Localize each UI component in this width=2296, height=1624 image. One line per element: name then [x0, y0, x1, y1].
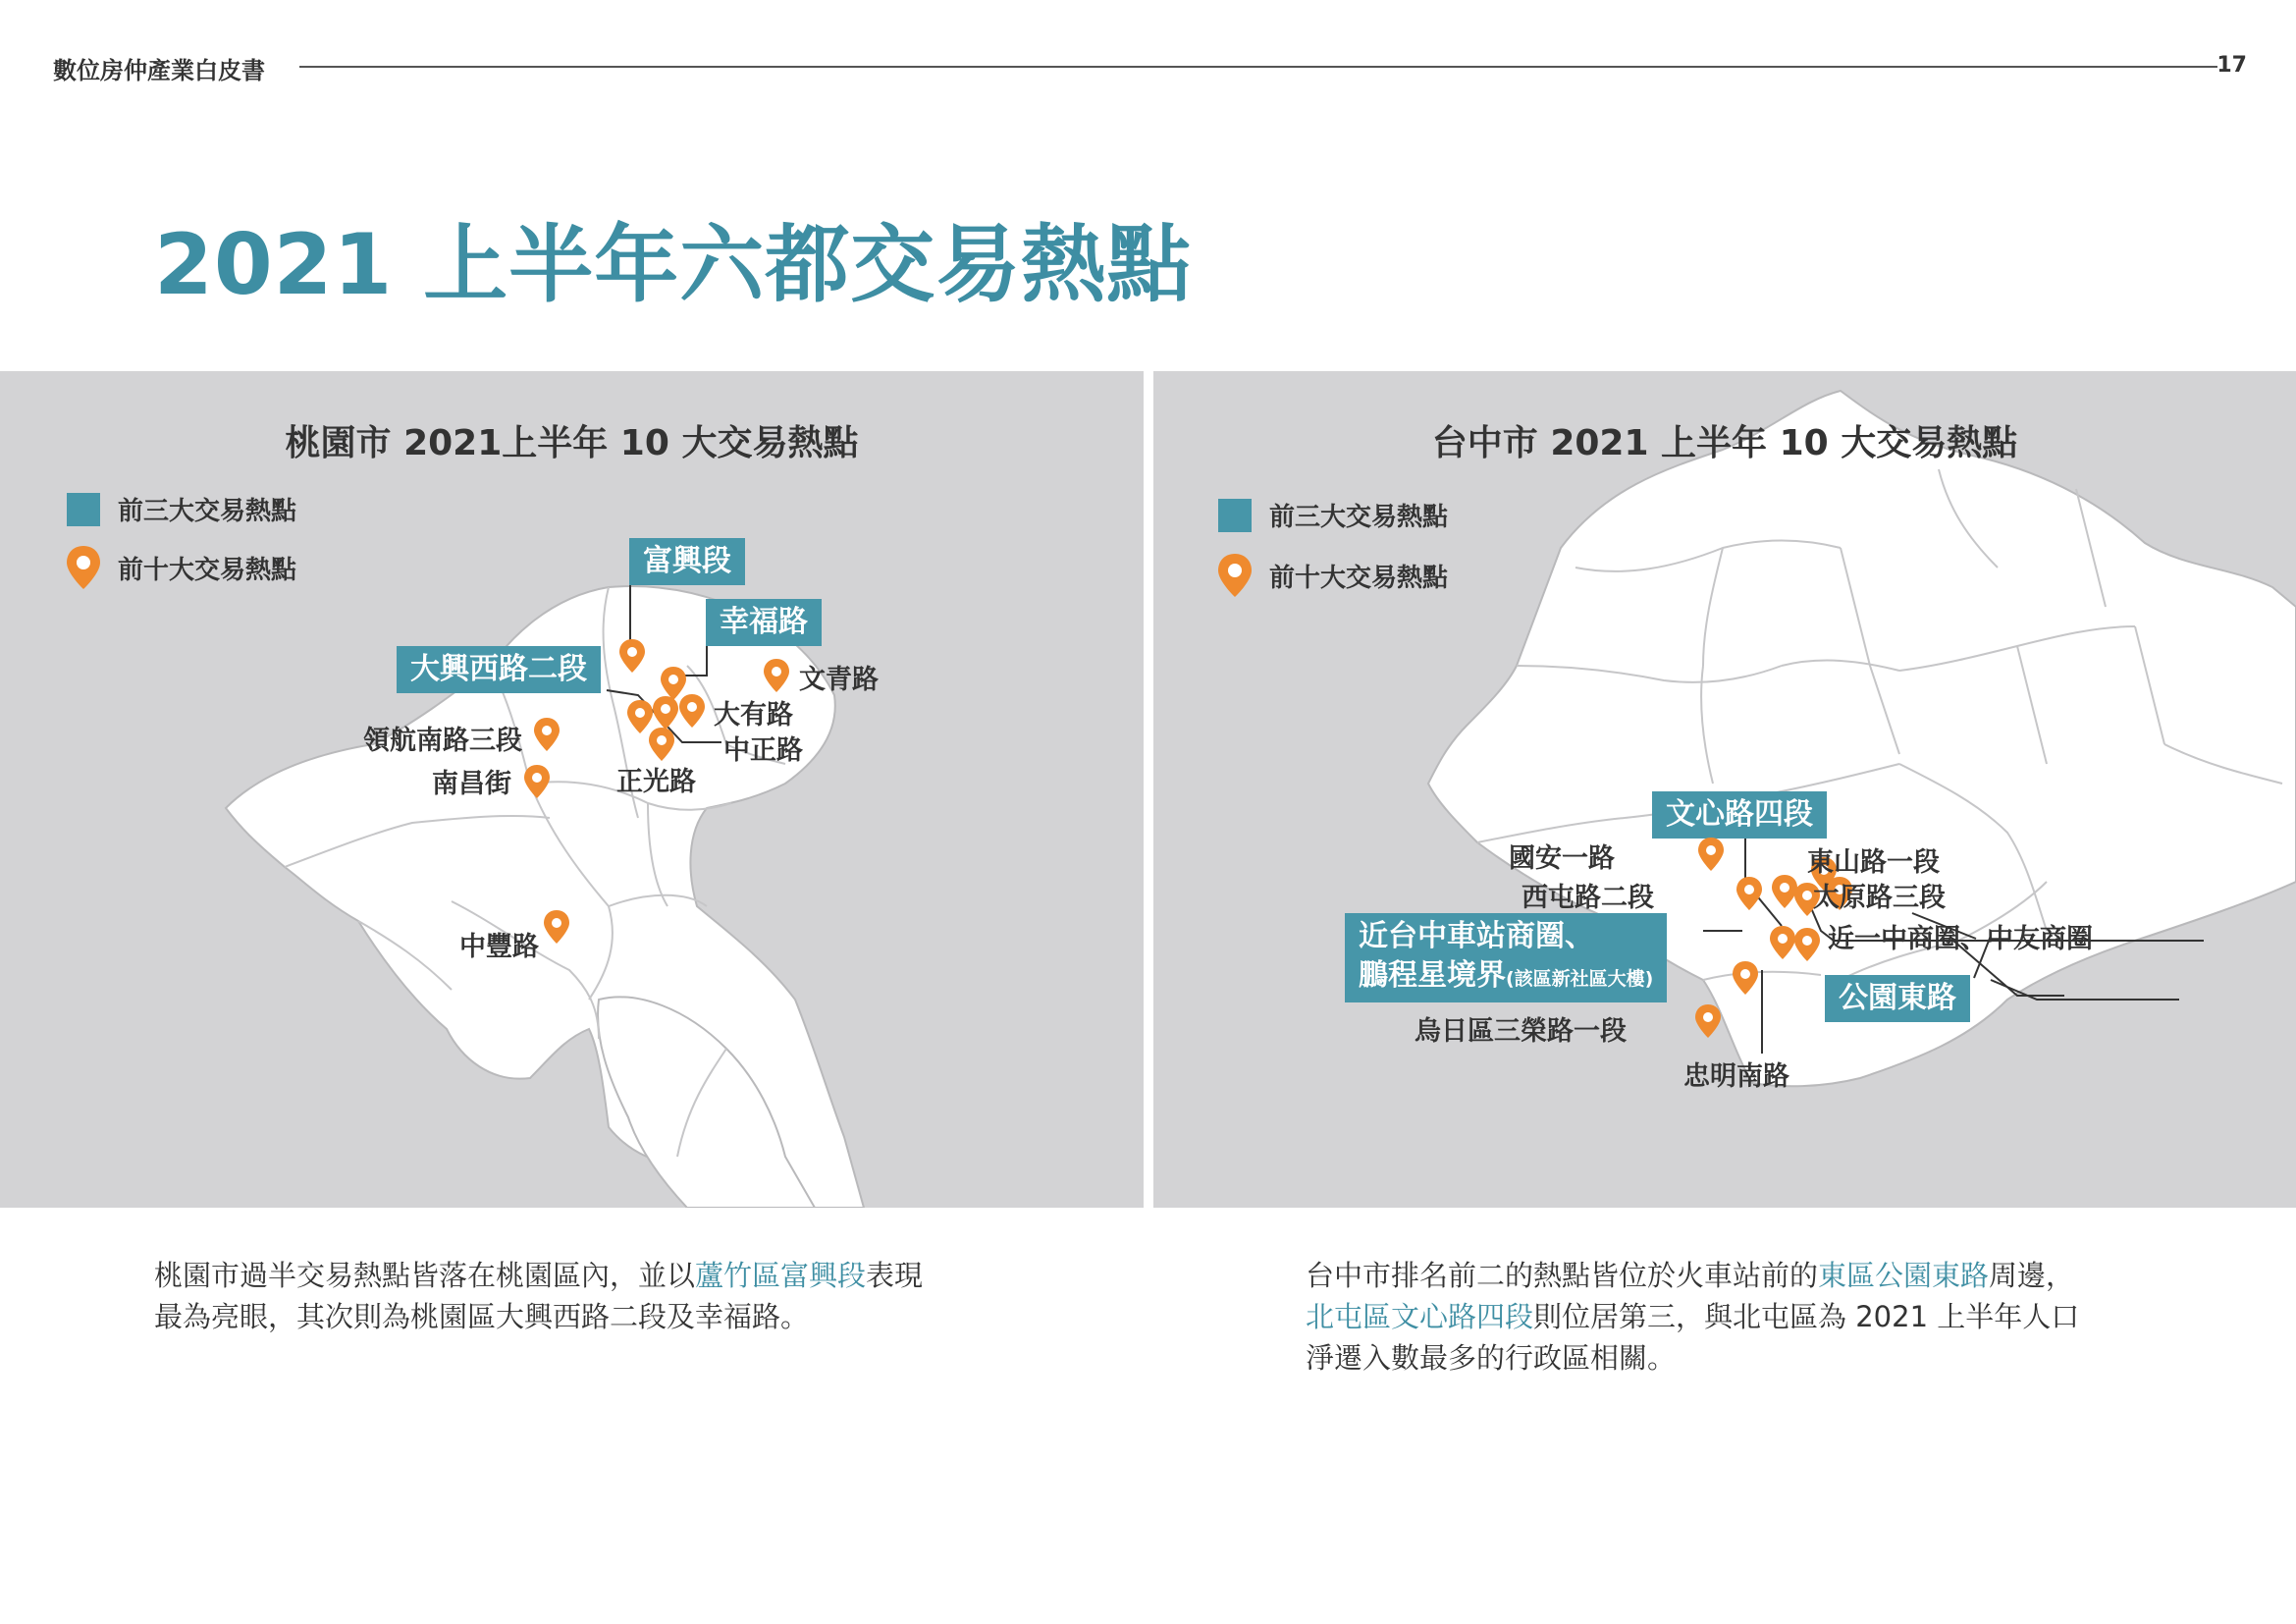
- pin-linghang-south-road: [533, 717, 561, 752]
- taichung-description-line3: 淨遷入數最多的行政區相關。: [1306, 1341, 1677, 1375]
- label-linghang-south-road: 領航南路三段: [363, 726, 522, 756]
- highlight-luzhu-fuxing: 蘆竹區富興段: [695, 1259, 867, 1292]
- tag-daxing-west-road: 大興西路二段: [397, 646, 601, 693]
- label-zhongming-south-road: 忠明南路: [1683, 1061, 1789, 1092]
- pin-taichung-station: [1769, 925, 1796, 960]
- label-zhongzheng-road: 中正路: [723, 735, 803, 766]
- label-guoan-road: 國安一路: [1509, 843, 1615, 874]
- tag-fuxing: 富興段: [629, 538, 745, 585]
- legend-top10-label: 前十大交易熱點: [118, 555, 297, 585]
- pin-dayou-road: [678, 693, 706, 729]
- pin-zhongfeng-road: [543, 909, 570, 945]
- pin-wenqing-road: [763, 658, 790, 693]
- text-run: 表現: [866, 1259, 924, 1292]
- taoyuan-title: 桃園市 2021上半年 10 大交易熱點: [285, 423, 859, 463]
- text-run: 周邊，: [1989, 1259, 2075, 1292]
- tag-taichung-station: [1345, 913, 1667, 1002]
- taichung-description: [1306, 1255, 2079, 1379]
- pin-guoan-road: [1697, 837, 1725, 872]
- highlight-east-gongyuan: 東區公園東路: [1818, 1259, 1990, 1292]
- label-yizhong-shopping: 近一中商圈、中友商圈: [1828, 924, 2093, 954]
- taichung-description-line2: [1306, 1296, 2079, 1337]
- taichung-description-line1: [1306, 1255, 2079, 1296]
- tag-taichung-station-line1: 近台中車站商圈、: [1359, 919, 1594, 953]
- pin-zhongming-south-road: [1732, 960, 1759, 996]
- taoyuan-map-panel: [0, 371, 1144, 1208]
- legend-top3-label: 前三大交易熱點: [1269, 503, 1449, 532]
- label-taiyuan-road: 太原路三段: [1813, 883, 1946, 913]
- taichung-map-panel: [1153, 371, 2296, 1208]
- label-dayou-road: 大有路: [714, 700, 793, 731]
- tag-xingfu-road: 幸福路: [706, 599, 822, 646]
- label-zhengguang-road: 正光路: [616, 767, 696, 797]
- taoyuan-description-line2: 最為亮眼，其次則為桃園區大興西路二段及幸福路。: [154, 1300, 810, 1333]
- taoyuan-description: [154, 1255, 923, 1337]
- tag-pengcheng-note: (該區新社區大樓): [1506, 968, 1654, 990]
- page-number: 17: [2216, 53, 2247, 78]
- label-sanrong-road: 烏日區三榮路一段: [1415, 1016, 1627, 1047]
- text-run: 台中市排名前二的熱點皆位於火車站前的: [1306, 1259, 1819, 1292]
- pin-sanrong-road: [1694, 1003, 1722, 1039]
- tag-pengcheng: 鵬程星境界: [1359, 958, 1506, 993]
- label-dongshan-road: 東山路一段: [1807, 847, 1940, 878]
- text-run: 則位居第三，與北屯區為 2021 上半年人口: [1533, 1300, 2080, 1333]
- pin-gongyuan-east-road: [1793, 927, 1821, 962]
- taichung-title: 台中市 2021 上半年 10 大交易熱點: [1431, 423, 2018, 463]
- pin-fuxing: [618, 638, 646, 674]
- pin-zhongzheng-road: [652, 695, 679, 731]
- taoyuan-description-line1: [154, 1255, 923, 1296]
- label-wenqing-road: 文青路: [799, 665, 879, 695]
- document-title: 數位房仲產業白皮書: [53, 57, 265, 84]
- tag-gongyuan-east-road: 公園東路: [1825, 975, 1970, 1022]
- highlight-beitun-wenxin: 北屯區文心路四段: [1306, 1300, 1534, 1333]
- page-title: 2021 上半年六都交易熱點: [154, 216, 1193, 314]
- label-zhongfeng-road: 中豐路: [459, 932, 539, 962]
- label-nanchang-street: 南昌街: [432, 769, 511, 799]
- taoyuan-connector-lines: [0, 371, 1144, 1208]
- text-run: 桃園市過半交易熱點皆落在桃園區內，並以: [154, 1259, 696, 1292]
- pin-zhengguang-road: [648, 727, 675, 762]
- legend-top3-label: 前三大交易熱點: [118, 497, 297, 526]
- tag-wenxin-road: 文心路四段: [1652, 791, 1827, 839]
- label-xitun-road: 西屯路二段: [1522, 883, 1654, 913]
- pin-nanchang-street: [523, 764, 551, 799]
- legend-top10-label: 前十大交易熱點: [1269, 563, 1449, 593]
- header-divider: [299, 66, 2217, 68]
- pin-xitun-road: [1735, 876, 1763, 911]
- tag-taichung-station-line2: [1359, 956, 1653, 999]
